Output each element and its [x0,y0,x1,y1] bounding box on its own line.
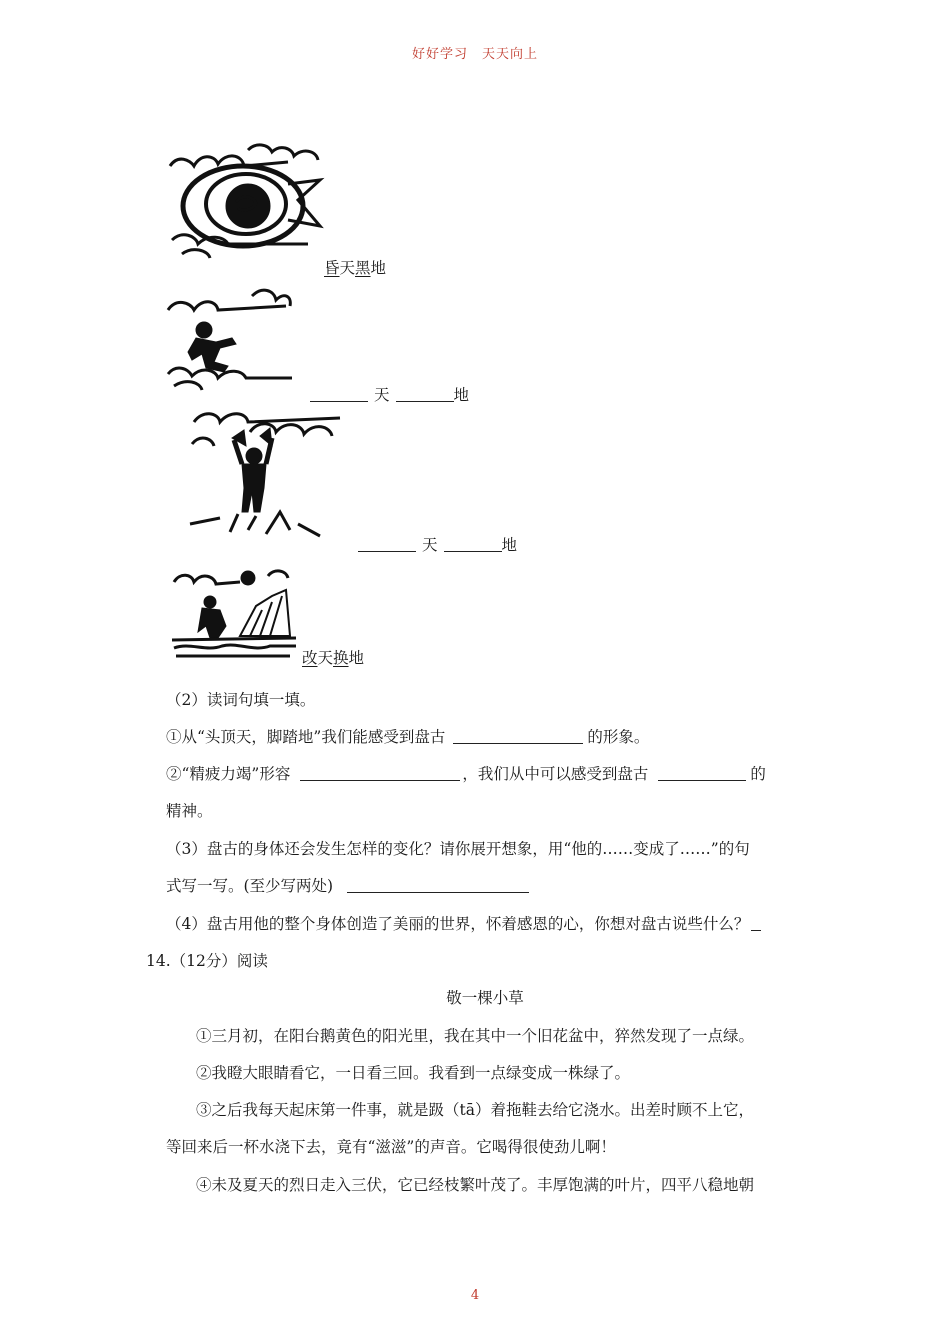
passage-title: 敬一棵小草 [446,989,524,1007]
q2-s2-mid: ，我们从中可以感受到盘古 [462,765,649,783]
idiom-2-char-2: 天 [374,386,390,404]
q2-s2-blank-2[interactable] [658,764,746,781]
illustration-reshaping-land [170,566,300,660]
q4-line [166,912,761,934]
idiom-4-char-4: 地 [348,649,365,667]
idiom-3-char-2: 天 [422,536,438,554]
idiom-1-char-1: 昏 [324,259,340,277]
q2-s1-blank[interactable] [453,727,583,744]
idiom-4 [302,646,364,668]
idiom-4-char-1: 改 [302,649,318,667]
illustration-giant-holding-sky [190,404,350,544]
passage-p3-line-2: 等回来后一杯水浇下去，竟有“滋滋”的声音。它喝得很使劲儿啊！ [166,1138,616,1156]
q2-s2-after: 的 [750,765,766,783]
q3-answer-blank[interactable] [347,876,529,893]
idiom-2-blank-1[interactable] [310,385,368,402]
idiom-3-blank-1[interactable] [358,535,416,552]
idiom-4-char-3: 换 [333,649,349,667]
q3-line-2 [166,874,529,896]
q2-s1-after: 的形象。 [587,728,650,746]
q2-title: （2）读词句填一填。 [166,691,316,709]
page-number: 4 [470,1288,480,1303]
q4-answer-blank[interactable] [751,914,761,931]
idiom-1 [324,256,386,278]
idiom-1-char-3: 黑 [355,259,371,277]
q3-line-1: （3）盘古的身体还会发生怎样的变化？请你展开想象，用“他的……变成了……”的句 [166,840,750,858]
idiom-1-char-2: 天 [339,259,356,277]
passage-p2: ②我瞪大眼睛看它，一日看三回。我看到一点绿变成一株绿了。 [196,1064,631,1082]
q2-sentence-2 [166,762,766,784]
idiom-3 [358,533,517,555]
q2-sentence-1 [166,725,649,747]
page-header: 好好学习 天天向上 [411,47,538,62]
illustration-figure-between-clouds [166,282,296,394]
idiom-3-blank-2[interactable] [444,535,502,552]
q2-s2-before: ②“精疲力竭”形容 [166,765,291,783]
passage-p3-line-1: ③之后我每天起床第一件事，就是趿（tā）着拖鞋去给它浇水。出差时顾不上它， [196,1101,754,1119]
idiom-2-blank-2[interactable] [396,385,454,402]
q2-s1-before: ①从“头顶天，脚踏地”我们能感受到盘古 [166,728,446,746]
idiom-2 [310,383,469,405]
passage-p4-line-1: ④未及夏天的烈日走入三伏，它已经枝繁叶茂了。丰厚饱满的叶片，四平八稳地朝 [196,1176,755,1194]
idiom-2-char-4: 地 [453,386,470,404]
passage-p1: ①三月初，在阳台鹅黄色的阳光里，我在其中一个旧花盆中，猝然发现了一点绿。 [196,1027,755,1045]
idiom-3-char-4: 地 [501,536,518,554]
idiom-4-char-2: 天 [317,649,334,667]
q2-s2-cont: 精神。 [166,802,213,820]
q3-line-2-text: 式写一写。(至少写两处) [166,877,334,895]
q14-header: 14.（12分）阅读 [146,952,268,970]
illustration-dark-sky [168,140,328,265]
idiom-1-char-4: 地 [370,259,387,277]
q4-text: （4）盘古用他的整个身体创造了美丽的世界，怀着感恩的心，你想对盘古说些什么？ [166,915,750,933]
q2-s2-blank-1[interactable] [300,764,460,781]
